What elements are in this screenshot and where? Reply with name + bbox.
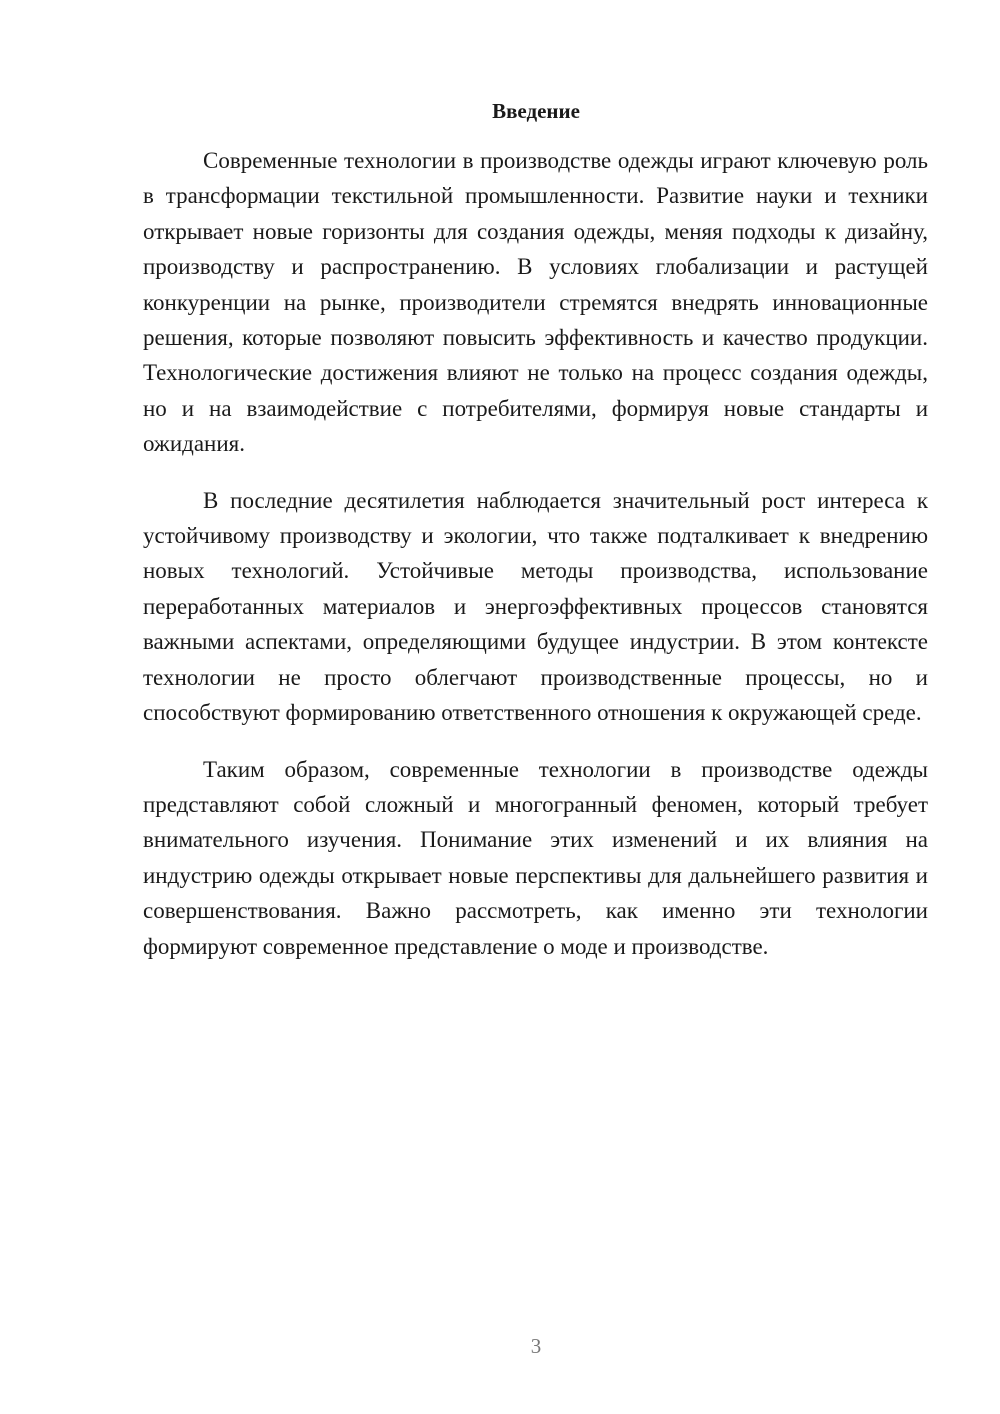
paragraph-3: Таким образом, современные технологии в производстве одежды представляют собой сложный и многогранный феномен, который требует внимательного изучения. Понимание этих изменений и их влияния на индустрию одежды открывает новые перспективы для дальнейшего развития и совершенствования. Важно рассмотреть, как именно эти технологии формируют современное представление о моде и производстве. <box>143 756 928 959</box>
paragraph-1: Современные технологии в производстве одежды играют ключевую роль в трансформации текстильной промышленности. Развитие науки и техники открывает новые горизонты для создания одежды, меняя подходы к дизайну, производству и распространению. В условиях глобализации и растущей конкуренции на рынке, производители стремятся внедрять инновационные решения, которые позволяют повысить эффективность и качество продукции. Технологические достижения влияют не только на процесс создания одежды, но и на взаимодействие с потребителями, формируя новые стандарты и ожидания. <box>143 148 928 457</box>
body-text <box>143 143 928 985</box>
page-title: Введение <box>492 99 580 123</box>
paragraph-2: В последние десятилетия наблюдается значительный рост интереса к устойчивому производству и экологии, что также подталкивает к внедрению новых технологий. Устойчивые методы производства, использование переработанных материалов и энергоэффективных процессов становятся важными аспектами, определяющими будущее индустрии. В этом контексте технологии не просто облегчают производственные процессы, но и способствуют формированию ответственного отношения к окружающей среде. <box>143 487 928 726</box>
page-number: 3 <box>530 1334 542 1358</box>
